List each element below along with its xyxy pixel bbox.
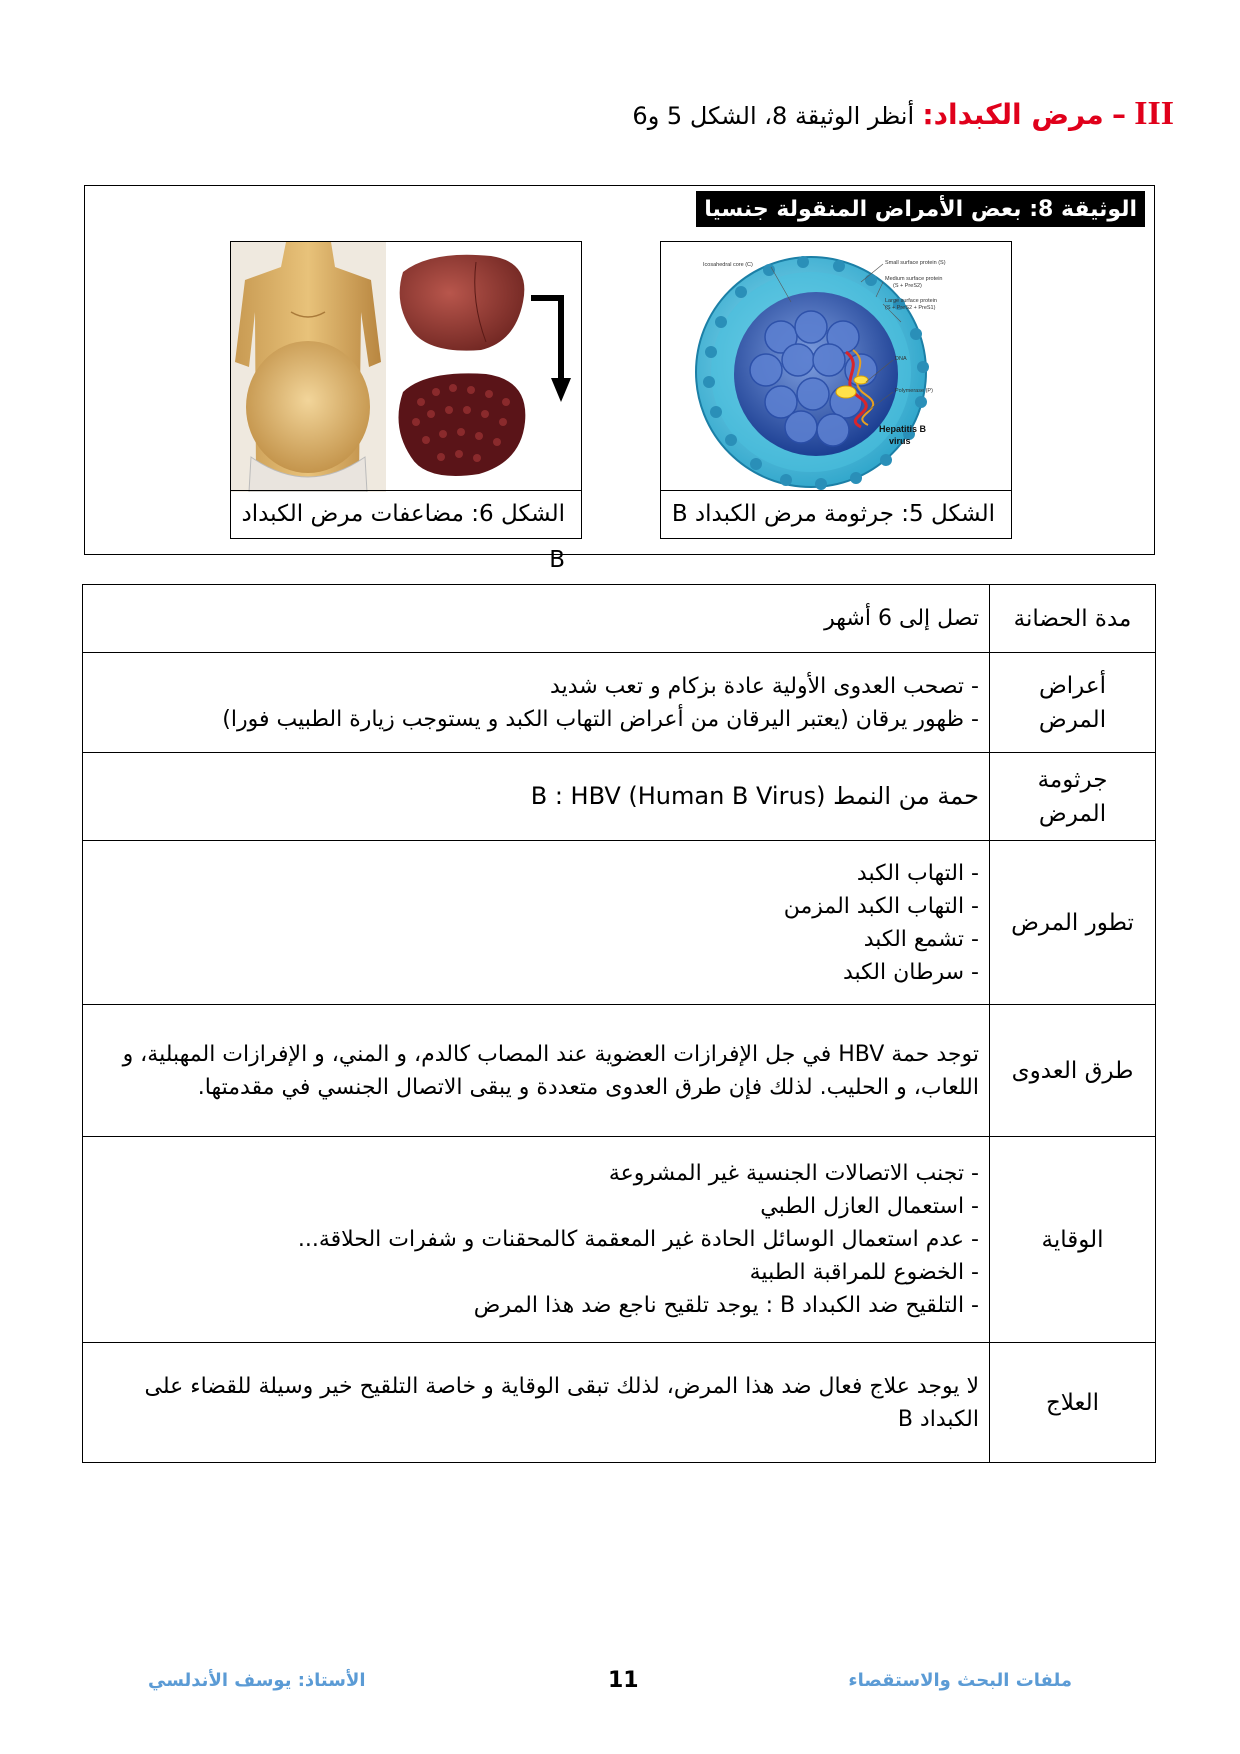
figure-5-caption: الشكل 5: جرثومة مرض الكبداد B xyxy=(661,490,1011,538)
prevention-item: - الخضوع للمراقبة الطبية xyxy=(749,1260,979,1285)
document-title-text: بعض الأمراض المنقولة جنسيا xyxy=(704,196,1022,222)
table-row xyxy=(83,585,1156,653)
symptoms-content xyxy=(83,653,990,753)
symptom-item: - ظهور يرقان (يعتبر اليرقان من أعراض التهاب الكبد و يستوجب زيارة الطبيب فورا) xyxy=(222,706,979,732)
figure-5 xyxy=(660,241,1012,539)
label-large-protein-2: (S + PreS2 + PreS1) xyxy=(885,305,936,311)
prevention-item: - عدم استعمال الوسائل الحادة غير المعقمة كالمحقنات و شفرات الحلاقة... xyxy=(297,1227,979,1252)
document-title-label: الوثيقة 8: xyxy=(1029,196,1137,222)
table-row xyxy=(83,1137,1156,1343)
label-medium-protein: Medium surface protein xyxy=(885,276,943,282)
section-number: III xyxy=(1134,95,1174,132)
footer-page-number: 11 xyxy=(608,1668,639,1693)
evolution-content xyxy=(83,841,990,1005)
label-icosahedral-core: Icosahedral core (C) xyxy=(703,262,753,268)
section-title: مرض الكبداد: xyxy=(922,98,1104,131)
symptoms-label-line1: أعراض xyxy=(1038,672,1106,699)
figure-6 xyxy=(230,241,582,573)
hepatitis-b-virus-illustration xyxy=(661,242,1011,492)
symptoms-label-line2: المرض xyxy=(1038,706,1107,733)
label-medium-protein-2: (S + PreS2) xyxy=(893,283,922,289)
complications-illustration xyxy=(231,242,581,492)
hepatitis-b-table xyxy=(82,584,1156,1463)
table-row xyxy=(83,1343,1156,1463)
table-row xyxy=(83,841,1156,1005)
row-label-pathogen xyxy=(990,753,1156,841)
figure-6-caption: الشكل 6: مضاعفات مرض الكبداد B xyxy=(231,490,581,538)
treatment-text: لا يوجد علاج فعال ضد هذا المرض، لذلك تبقى الوقاية و خاصة التلقيح خير وسيلة للقضاء على الكبداد B xyxy=(83,1343,990,1463)
evolution-item: - التهاب الكبد المزمن xyxy=(783,893,979,919)
row-label-evolution: تطور المرض xyxy=(990,841,1156,1005)
progression-arrow-icon xyxy=(531,298,571,402)
evolution-item: - تشمع الكبد xyxy=(863,926,979,952)
prevention-item: - استعمال العازل الطبي xyxy=(760,1194,979,1219)
healthy-liver xyxy=(400,255,525,351)
prevention-item: - تجنب الاتصالات الجنسية غير المشروعة xyxy=(608,1161,979,1186)
footer-author: الأستاذ: يوسف الأندلسي xyxy=(148,1670,366,1691)
symptom-item: - تصحب العدوى الأولية عادة بزكام و تعب شديد xyxy=(550,673,979,699)
label-small-protein: Small surface protein (S) xyxy=(885,260,946,266)
section-instruction: أنظر الوثيقة 8، الشكل 5 و6 xyxy=(632,102,915,130)
label-virus-name: Hepatitis B xyxy=(879,424,927,434)
row-label-symptoms xyxy=(990,653,1156,753)
label-polymerase: Polymerase (P) xyxy=(895,388,933,394)
document-title xyxy=(696,191,1145,227)
document-box xyxy=(84,185,1155,573)
patient-photo xyxy=(231,242,386,492)
label-virus-word: virus xyxy=(889,436,911,446)
section-dash: – xyxy=(1112,98,1127,131)
page-footer xyxy=(0,1670,1240,1700)
table-row xyxy=(83,653,1156,753)
pathogen-text: حمة من النمط B : HBV (Human B Virus) xyxy=(83,753,990,841)
pathogen-label-line2: المرض xyxy=(1038,800,1107,827)
pathogen-label-line1: جرثومة xyxy=(1037,766,1108,793)
row-label-treatment: العلاج xyxy=(990,1343,1156,1463)
complications-diagram xyxy=(231,242,581,492)
incubation-text: تصل إلى 6 أشهر xyxy=(83,585,990,653)
virus-diagram xyxy=(661,242,1011,492)
evolution-item: - التهاب الكبد xyxy=(856,860,979,886)
row-label-incubation: مدة الحضانة xyxy=(990,585,1156,653)
cirrhotic-liver xyxy=(399,373,526,476)
evolution-item: - سرطان الكبد xyxy=(842,959,979,985)
label-large-protein: Large surface protein xyxy=(885,298,937,304)
transmission-text: توجد حمة HBV في جل الإفرازات العضوية عند المصاب كالدم، و المني، و الإفرازات المهبلية، و اللعاب، و الحليب. لذلك فإن طرق العدوى متعددة و يبقى الاتصال الجنسي في مقدمتها. xyxy=(83,1005,990,1137)
prevention-content xyxy=(83,1137,990,1343)
prevention-item: - التلقيح ضد الكبداد B : يوجد تلقيح ناجع ضد هذا المرض xyxy=(473,1293,979,1318)
section-heading xyxy=(174,96,1174,134)
table-row xyxy=(83,753,1156,841)
footer-series: ملفات البحث والاستقصاء xyxy=(848,1670,1072,1691)
row-label-transmission: طرق العدوى xyxy=(990,1005,1156,1137)
row-label-prevention: الوقاية xyxy=(990,1137,1156,1343)
table-row xyxy=(83,1005,1156,1137)
label-dna: DNA xyxy=(895,356,907,362)
